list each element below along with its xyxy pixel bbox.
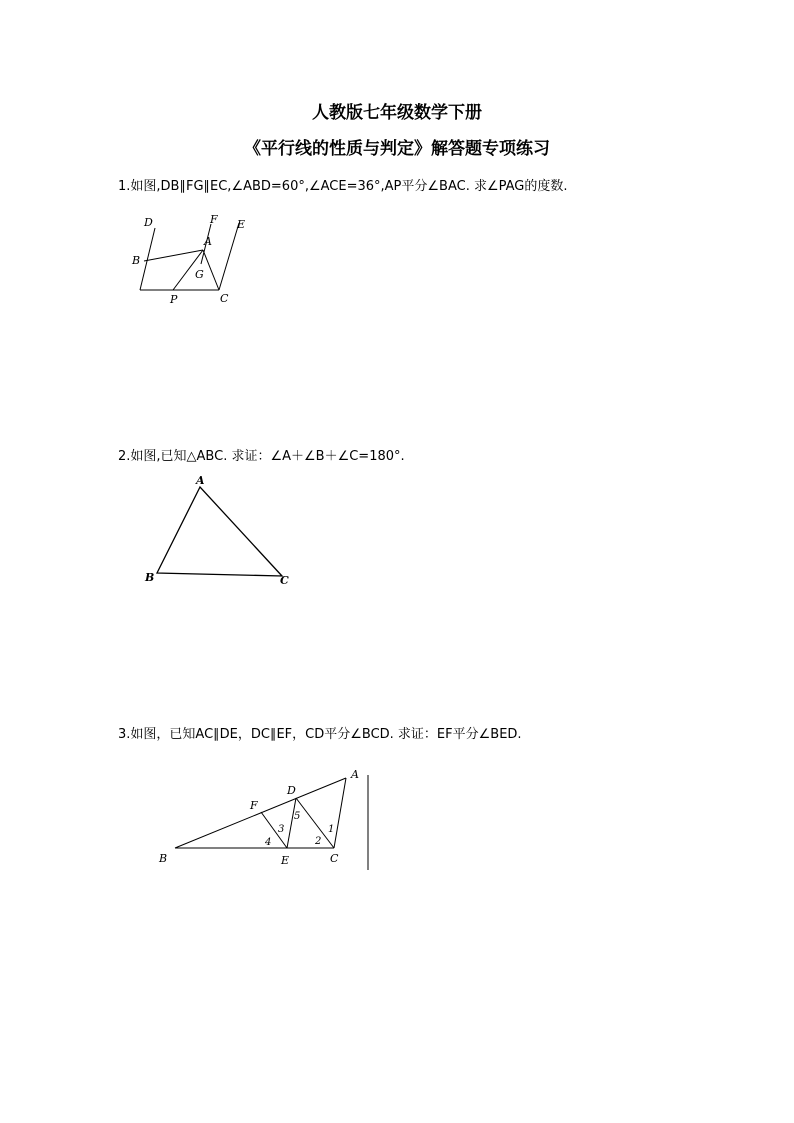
label-f: F — [250, 799, 258, 812]
label-g: G — [195, 268, 204, 281]
angle-label-3: 3 — [278, 824, 285, 835]
segment-ba — [144, 250, 203, 261]
label-b: B — [145, 571, 155, 584]
angle-label-5: 5 — [294, 811, 301, 822]
line-ac — [334, 778, 346, 848]
segment-ac — [203, 250, 219, 290]
label-f: F — [210, 213, 218, 226]
question-3-text: 3.如图，已知AC∥DE，DC∥EF，CD平分∠BCD. 求证：EF平分∠BED. — [118, 727, 522, 742]
question-1-text: 1.如图,DB∥FG∥EC,∠ABD=60°,∠ACE=36°,AP平分∠BAC. 求∠PAG的度数. — [118, 179, 568, 194]
question-1-figure — [125, 210, 265, 310]
label-a: A — [204, 235, 212, 248]
label-a: A — [351, 768, 359, 781]
document-subtitle: 《平行线的性质与判定》解答题专项练习 — [244, 139, 550, 159]
line-ec — [219, 223, 239, 290]
document-title: 人教版七年级数学下册 — [312, 103, 482, 123]
label-e: E — [237, 218, 246, 231]
label-e: E — [281, 854, 290, 867]
label-a: A — [196, 474, 205, 487]
angle-label-4: 4 — [265, 837, 272, 848]
angle-label-2: 2 — [315, 836, 322, 847]
triangle-abc — [157, 487, 282, 576]
label-c: C — [330, 852, 339, 865]
label-d: D — [287, 784, 296, 797]
label-c: C — [280, 574, 289, 587]
question-3-figure — [150, 760, 380, 875]
question-2-text: 2.如图,已知△ABC. 求证：∠A＋∠B＋∠C=180°. — [118, 449, 405, 464]
label-b: B — [132, 254, 141, 267]
label-d: D — [144, 216, 153, 229]
label-c: C — [220, 292, 229, 305]
question-2-figure — [140, 470, 310, 590]
angle-label-1: 1 — [328, 824, 335, 835]
label-p: P — [170, 293, 178, 306]
segment-de — [287, 798, 296, 848]
label-b: B — [159, 852, 168, 865]
